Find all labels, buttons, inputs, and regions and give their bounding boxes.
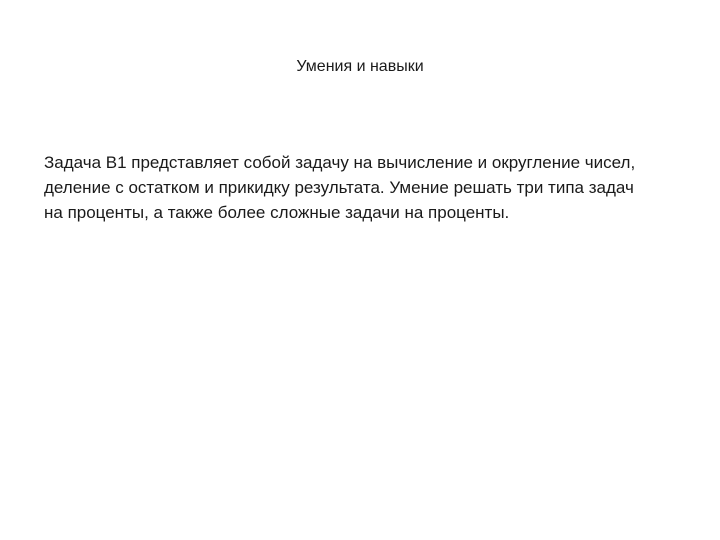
slide-title: Умения и навыки — [296, 58, 424, 75]
body-line: на проценты, а также более сложные задачи на проценты. — [44, 203, 510, 222]
body-line: Задача B1 представляет собой задачу на вычисление и округление чисел, — [44, 153, 636, 172]
slide-body-text — [44, 150, 680, 225]
body-line: деление с остатком и прикидку результата. Умение решать три типа задач — [44, 178, 634, 197]
